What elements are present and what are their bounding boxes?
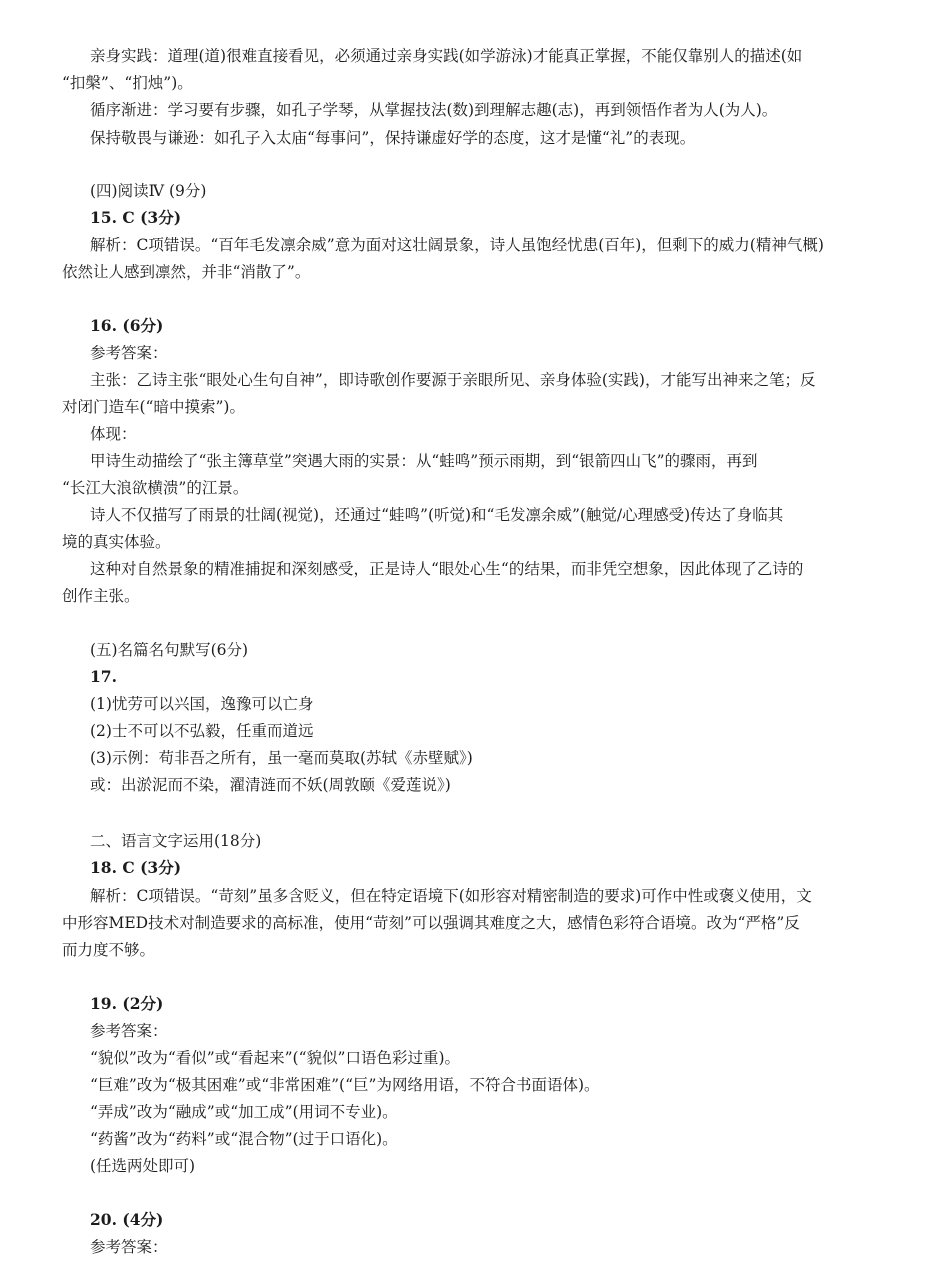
text-line: (五)名篇名句默写(6分) [90,641,249,659]
text-line: “长江大浪欲横溃”的江景。 [62,479,249,497]
text-line: 参考答案： [90,1022,168,1040]
text-line: 境的真实体验。 [62,533,171,551]
text-line: “扣槃”、“扪烛”)。 [62,74,193,92]
text-line: (1)忧劳可以兴国，逸豫可以亡身 [90,695,314,713]
text-line: 亲身实践：道理(道)很难直接看见，必须通过亲身实践(如学游泳)才能真正掌握，不能仅靠别人的描述(如 [90,47,803,65]
text-line: “药酱”改为“药料”或“混合物”(过于口语化)。 [90,1130,398,1148]
text-line: (四)阅读Ⅳ (9分) [90,182,207,200]
text-line: 对闭门造车(“暗中摸索”)。 [62,398,245,416]
text-line: 18. C (3分) [90,858,182,877]
text-line: 20. (4分) [90,1210,164,1229]
text-line: 参考答案： [90,344,168,362]
text-line: 中形容MED技术对制造要求的高标准，使用“苛刻”可以强调其难度之大，感情色彩符合语境。改为“严格”反 [62,914,800,932]
text-line: 而力度不够。 [62,941,156,959]
text-line: 或：出淤泥而不染，濯清涟而不妖(周敦颐《爱莲说》) [90,776,451,794]
text-line: 保持敬畏与谦逊：如孔子入太庙“每事问”，保持谦虚好学的态度，这才是懂“礼”的表现。 [90,129,696,147]
text-line: 19. (2分) [90,994,164,1013]
text-line: 二、语言文字运用(18分) [90,832,262,850]
text-line: 体现： [90,425,137,443]
text-line: 循序渐进：学习要有步骤，如孔子学琴，从掌握技法(数)到理解志趣(志)，再到领悟作者为人(为人)。 [90,101,778,119]
text-line: 依然让人感到凛然，并非“消散了”。 [62,263,311,281]
text-line: 16. (6分) [90,316,164,335]
text-line: (任选两处即可) [90,1157,196,1175]
text-line: 甲诗生动描绘了“张主簿草堂”突遇大雨的实景：从“蛙鸣”预示雨期，到“银箭四山飞”的骤雨，再到 [90,452,758,470]
text-line: 诗人不仅描写了雨景的壮阔(视觉)，还通过“蛙鸣”(听觉)和“毛发凛余威”(触觉/心理感受)传达了身临其 [90,506,784,524]
text-line: 解析：C项错误。“百年毛发凛余威”意为面对这壮阔景象，诗人虽饱经忧患(百年)，但剩下的威力(精神气概) [90,236,824,254]
text-line: 参考答案： [90,1238,168,1256]
text-line: “巨难”改为“极其困难”或“非常困难”(“巨”为网络用语，不符合书面语体)。 [90,1076,600,1094]
text-line: 这种对自然景象的精准捕捉和深刻感受，正是诗人“眼处心生“的结果，而非凭空想象，因此体现了乙诗的 [90,560,804,578]
text-line: 解析：C项错误。“苛刻”虽多含贬义，但在特定语境下(如形容对精密制造的要求)可作中性或褒义使用，文 [90,887,812,905]
text-line: “貌似”改为“看似”或“看起来”(“貌似”口语色彩过重)。 [90,1049,460,1067]
text-line: 15. C (3分) [90,208,182,227]
text-line: (3)示例：苟非吾之所有，虽一毫而莫取(苏轼《赤壁赋》) [90,749,473,767]
text-line: 创作主张。 [62,587,140,605]
text-line: (2)士不可以不弘毅，任重而道远 [90,722,314,740]
text-line: “弄成”改为“融成”或“加工成”(用词不专业)。 [90,1103,398,1121]
text-line: 主张：乙诗主张“眼处心生句自神”，即诗歌创作要源于亲眼所见、亲身体验(实践)，才能写出神来之笔；反 [90,371,816,389]
text-line: 17. [90,667,117,686]
